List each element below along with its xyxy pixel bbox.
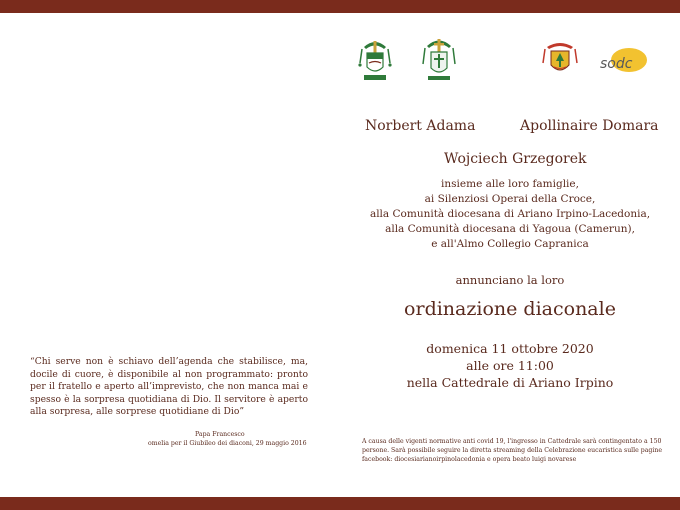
deacon-name-2: Apollinaire Domara xyxy=(520,118,659,134)
pope-quote: “Chi serve non è schiavo dell’agenda che stabilisce, ma, docile di cuore, è disponibile al non programmato: pronto per il fratello e aperto all’imprevisto, che non manca mai e spesso è la sorpresa quotidiana di Dio. Il servitore è aperto alla sorpresa, alle sorprese quotidiane di Dio” xyxy=(30,356,308,417)
covid-notice: A causa delle vigenti normative anti covid 19, l'ingresso in Cattedrale sarà contingentato a 150 persone. Sarà possibile seguire la diretta streaming della Celebrazione eucaristica sulle pagine facebook: diocesiarianoirpinolacedonia e opera beato luigi novarese xyxy=(362,438,663,463)
bottom-border-bar xyxy=(0,497,680,510)
deacon-name-3: Wojciech Grzegorek xyxy=(444,151,587,167)
together-with-line: alla Comunità diocesana di Yagoua (Camerun), xyxy=(385,223,635,235)
together-with-list xyxy=(360,177,660,252)
sodc-logo-icon xyxy=(598,46,654,78)
event-place: nella Cattedrale di Ariano Irpino xyxy=(406,375,614,390)
event-details xyxy=(360,340,660,391)
together-with-line: insieme alle loro famiglie, xyxy=(441,178,579,190)
quote-author: Papa Francesco xyxy=(195,431,245,438)
deacon-name-1: Norbert Adama xyxy=(365,118,476,134)
event-day: domenica 11 ottobre 2020 xyxy=(426,341,594,356)
together-with-line: e all'Almo Collegio Capranica xyxy=(431,238,589,250)
announce-text: annunciano la loro xyxy=(455,273,565,287)
coat-of-arms-icon xyxy=(541,41,579,79)
top-border-bar xyxy=(0,0,680,13)
coat-of-arms-icon xyxy=(422,36,456,82)
sodc-logo-text: sodc xyxy=(600,56,633,72)
event-time: alle ore 11:00 xyxy=(466,358,554,373)
headline-title: ordinazione diaconale xyxy=(404,298,616,320)
quote-source: omelia per il Giubileo dei diaconi, 29 maggio 2016 xyxy=(148,440,307,447)
coat-of-arms-icon xyxy=(358,37,392,83)
together-with-line: alla Comunità diocesana di Ariano Irpino-Lacedonia, xyxy=(369,208,651,220)
together-with-line: ai Silenziosi Operai della Croce, xyxy=(424,193,596,205)
